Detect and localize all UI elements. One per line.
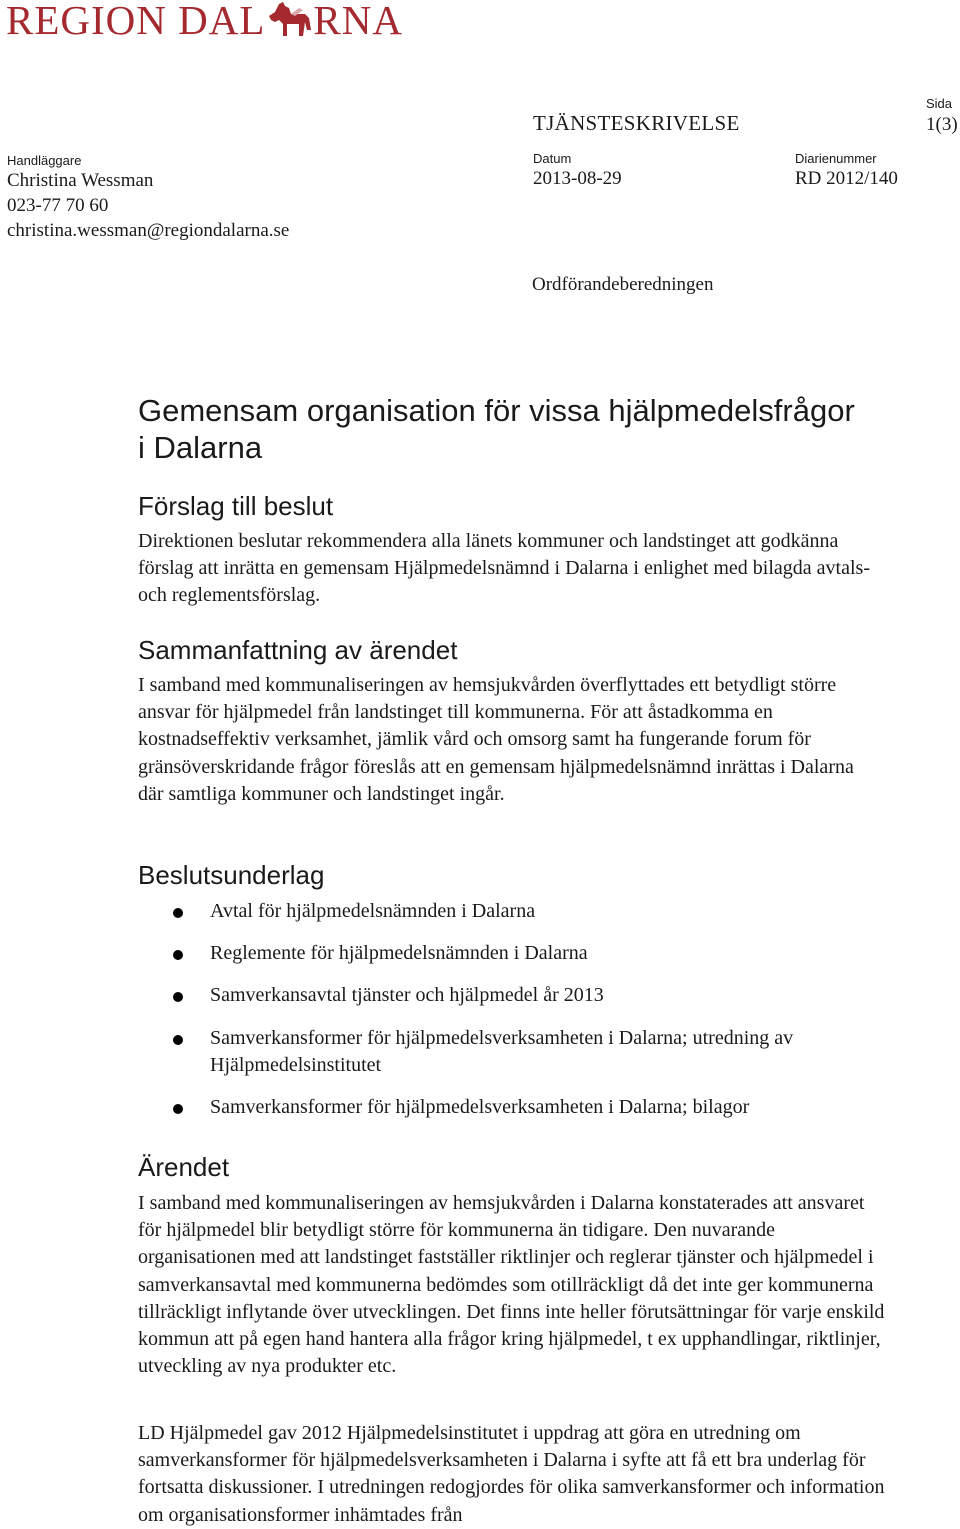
bullet-icon	[173, 1104, 183, 1114]
title-line-2: i Dalarna	[138, 430, 263, 465]
bullet-icon	[173, 992, 183, 1002]
date-value: 2013-08-29	[533, 168, 622, 189]
basis-item: Avtal för hjälpmedelsnämnden i Dalarna	[138, 898, 918, 925]
document-title	[138, 392, 938, 466]
logo-text-right: RNA	[313, 0, 403, 43]
date-label: Datum	[533, 151, 572, 166]
handler-phone: 023-77 70 60	[7, 195, 109, 216]
title-line-1: Gemensam organisation för vissa hjälpmedelsfrågor	[138, 393, 855, 428]
summary-text: I samband med kommunaliseringen av hemsjukvården överflyttades ett betydligt större ansvar för hjälpmedel från landstinget till kommunerna. För att åstadkomma en kostnadseffektiv verksamhet, jämlik vård och omsorg samt ha fungerande forum för gränsöverskridande frågor föreslås att en gemensam hjälpmedelsnämnd inrättas i Dalarna där samtliga kommuner och landstinget ingår.	[138, 674, 854, 805]
basis-item: Samverkansformer för hjälpmedelsverksamheten i Dalarna; bilagor	[138, 1094, 918, 1121]
page-label: Sida	[926, 96, 953, 111]
bullet-icon	[173, 908, 183, 918]
basis-item: Samverkansformer för hjälpmedelsverksamheten i Dalarna; utredning av Hjälpmedelsinstitutet	[138, 1025, 870, 1079]
case-heading: Ärendet	[138, 1152, 230, 1182]
basis-item: Reglemente för hjälpmedelsnämnden i Dalarna	[138, 940, 918, 967]
diary-number-label: Diarienummer	[795, 151, 877, 166]
region-dalarna-logo	[6, 0, 403, 43]
case-text-2: LD Hjälpmedel gav 2012 Hjälpmedelsinstitutet i uppdrag att göra en utredning om samverkansformer för hjälpmedelsverksamheten i Dalarna i syfte att få ett bra underlag för fortsatta diskussioner. I utredningen redogjordes för olika samverkansformer och information om organisationsformer inhämtades från	[138, 1422, 885, 1526]
recipient: Ordförandeberedningen	[532, 274, 714, 295]
basis-item: Samverkansavtal tjänster och hjälpmedel år 2013	[138, 982, 918, 1009]
bullet-icon	[173, 950, 183, 960]
dala-horse-icon	[265, 0, 313, 38]
handler-label: Handläggare	[7, 153, 82, 168]
basis-list	[138, 898, 918, 1121]
page-number: 1(3)	[926, 114, 958, 135]
logo-text-left: REGION DAL	[6, 0, 266, 43]
document-type: TJÄNSTESKRIVELSE	[533, 111, 740, 135]
summary-heading: Sammanfattning av ärendet	[138, 635, 458, 665]
proposal-heading: Förslag till beslut	[138, 491, 334, 521]
handler-email: christina.wessman@regiondalarna.se	[7, 220, 290, 241]
bullet-icon	[173, 1035, 183, 1045]
diary-number-value: RD 2012/140	[795, 168, 898, 189]
case-text-1: I samband med kommunaliseringen av hemsjukvården i Dalarna konstaterades att ansvaret för hjälpmedel blir betydligt större för kommunerna än tidigare. Den nuvarande organisationen med att landstinget fastställer riktlinjer och reglerar tjänster och hjälpmedel i samverkansavtal med kommunerna bedömdes som otillräckligt då det inte ger kommunerna tillräckligt inflytande över utvecklingen. Det finns inte heller förutsättningar för varje enskild kommun att på egen hand hantera alla frågor kring hjälpmedel, t ex upphandlingar, riktlinjer, utveckling av nya produkter etc.	[138, 1192, 885, 1378]
proposal-text: Direktionen beslutar rekommendera alla länets kommuner och landstinget att godkänna förslag att inrätta en gemensam Hjälpmedelsnämnd i Dalarna i enlighet med bilagda avtals- och reglementsförslag.	[138, 530, 870, 607]
handler-name: Christina Wessman	[7, 170, 154, 191]
basis-heading: Beslutsunderlag	[138, 860, 325, 890]
